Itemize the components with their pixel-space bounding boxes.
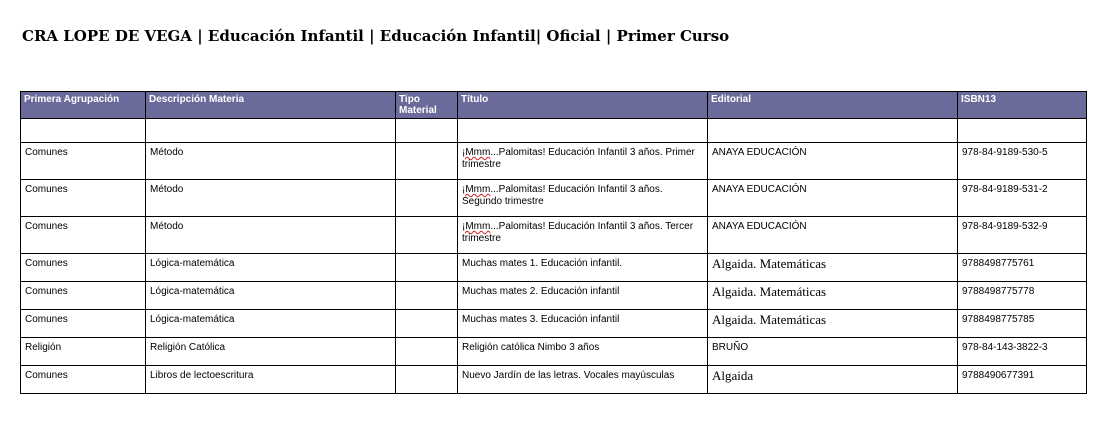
column-header-tipo-material: Tipo Material [396,92,458,119]
column-header-titulo: Título [458,92,708,119]
cell-isbn: 9788498775761 [958,254,1087,282]
table-row [21,217,1087,254]
cell-isbn [958,119,1087,143]
cell-editorial: ANAYA EDUCACIÓN [708,143,958,180]
cell-editorial: ANAYA EDUCACIÓN [708,180,958,217]
cell-titulo [458,338,708,366]
cell-isbn: 978-84-143-3822-3 [958,338,1087,366]
cell-agrupacion: Religión [21,338,146,366]
cell-tipo [396,366,458,394]
cell-titulo [458,254,708,282]
titulo-text: ...Palomitas! Educación Infantil 3 años. Segundo trimestre [462,184,663,207]
cell-isbn: 9788498775785 [958,310,1087,338]
column-header-agrupacion: Primera Agrupación [21,92,146,119]
cell-agrupacion: Comunes [21,217,146,254]
cell-tipo [396,143,458,180]
cell-materia [146,119,396,143]
cell-tipo [396,254,458,282]
titulo-text: Muchas mates 2. Educación infantil [462,286,620,297]
table-row [21,254,1087,282]
cell-tipo [396,119,458,143]
spellcheck-word: ¡Mmm [462,184,491,195]
cell-isbn: 9788490677391 [958,366,1087,394]
cell-titulo [458,310,708,338]
cell-materia: Lógica-matemática [146,282,396,310]
cell-editorial: ANAYA EDUCACIÓN [708,217,958,254]
cell-materia: Libros de lectoescritura [146,366,396,394]
cell-tipo [396,217,458,254]
column-header-isbn13: ISBN13 [958,92,1087,119]
titulo-text: ...Palomitas! Educación Infantil 3 años. Primer trimestre [462,147,695,170]
cell-tipo [396,338,458,366]
cell-titulo [458,282,708,310]
cell-materia: Método [146,180,396,217]
cell-agrupacion: Comunes [21,180,146,217]
cell-agrupacion: Comunes [21,254,146,282]
table-row [21,282,1087,310]
cell-editorial [708,119,958,143]
spellcheck-word: ¡Mmm [462,221,491,232]
titulo-text: ...Palomitas! Educación Infantil 3 años. Tercer trimestre [462,221,694,244]
cell-tipo [396,180,458,217]
table-row [21,366,1087,394]
table-header-row [21,92,1087,119]
cell-editorial: Algaida. Matemáticas [708,282,958,310]
cell-titulo [458,180,708,217]
titulo-text: Muchas mates 1. Educación infantil. [462,258,623,269]
titulo-text: Religión católica Nimbo 3 años [462,342,600,353]
cell-materia: Lógica-matemática [146,310,396,338]
cell-materia: Método [146,143,396,180]
cell-tipo [396,282,458,310]
titulo-text: Muchas mates 3. Educación infantil [462,314,620,325]
cell-titulo [458,217,708,254]
textbook-table [20,91,1087,394]
cell-editorial: Algaida. Matemáticas [708,254,958,282]
cell-materia: Lógica-matemática [146,254,396,282]
cell-agrupacion: Comunes [21,143,146,180]
cell-agrupacion: Comunes [21,282,146,310]
cell-isbn: 978-84-9189-530-5 [958,143,1087,180]
column-header-materia: Descripción Materia [146,92,396,119]
cell-materia: Método [146,217,396,254]
cell-editorial: Algaida [708,366,958,394]
table-row [21,143,1087,180]
table-row [21,180,1087,217]
table-row [21,338,1087,366]
cell-editorial: Algaida. Matemáticas [708,310,958,338]
cell-agrupacion: Comunes [21,366,146,394]
spellcheck-word: ¡Mmm [462,147,491,158]
cell-materia: Religión Católica [146,338,396,366]
cell-editorial: BRUÑO [708,338,958,366]
cell-titulo [458,119,708,143]
table-row [21,310,1087,338]
cell-titulo [458,143,708,180]
cell-isbn: 9788498775778 [958,282,1087,310]
titulo-text: Nuevo Jardín de las letras. Vocales mayúsculas [462,370,675,381]
cell-isbn: 978-84-9189-531-2 [958,180,1087,217]
table-row-empty [21,119,1087,143]
cell-agrupacion: Comunes [21,310,146,338]
cell-titulo [458,366,708,394]
cell-tipo [396,310,458,338]
page-title: CRA LOPE DE VEGA | Educación Infantil | Educación Infantil| Oficial | Primer Curso [22,27,730,45]
cell-agrupacion [21,119,146,143]
column-header-editorial: Editorial [708,92,958,119]
cell-isbn: 978-84-9189-532-9 [958,217,1087,254]
